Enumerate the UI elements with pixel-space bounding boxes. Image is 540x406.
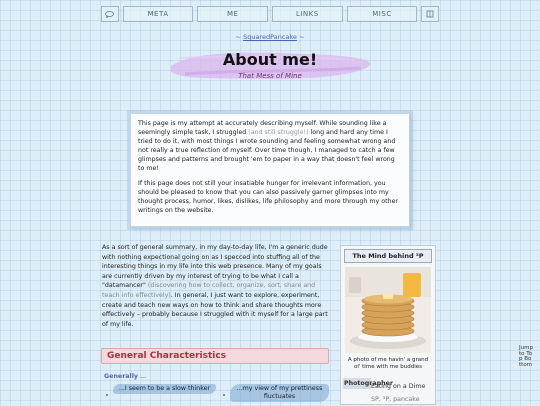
generally-label-dots: ...: [140, 373, 147, 380]
intro-box: [130, 113, 410, 227]
sidebar-header: The Mind behind ³P: [344, 249, 432, 263]
bullet-icon: [223, 394, 225, 396]
photographer-label: Photographer: [344, 380, 393, 387]
intro-text: This page is my attempt at accurately describing myself. While sounding like a seemingly simple task, I struggled: [138, 120, 387, 136]
breadcrumb: [0, 33, 540, 41]
jump-links[interactable]: Jump to Top Bottom: [519, 345, 533, 368]
characteristic-card: [104, 384, 216, 406]
top-nav: [101, 6, 439, 22]
summary-text: As a sort of general summary, in my day-to-day life, I'm a generic dude with nothing expectional going on as I specced into stuffing all of the interesting things in my life into this web presence. Many of my goals are currently driven by my interest of trying to be what I call a "datamancer": [102, 244, 328, 290]
page-subtitle: That Mess of Mine: [238, 72, 302, 80]
book-icon[interactable]: [421, 6, 439, 22]
intro-paragraph-2: If this page does not still your insatiable hunger for irrelevant information, you should be pleased to know that you can also passively garner glimpses into my thought process, humor, likes, dislikes, life philosophy and more through my other writings on the website.: [138, 180, 399, 214]
tab-me[interactable]: ME: [197, 6, 268, 22]
tab-meta[interactable]: META: [123, 6, 194, 22]
characteristic-text: ...I seem to be a slow thinker: [113, 384, 216, 394]
chat-bubble-icon[interactable]: [101, 6, 119, 22]
tab-links[interactable]: LINKS: [272, 6, 343, 22]
photo-caption: A photo of me havin' a grand ol' time with me buddies: [347, 357, 429, 370]
summary-aside: (discovering how to collect, organize, sort, share and teach info effectively): [102, 282, 316, 299]
summary-text-continued: . In general, I just want to explore, experiment, create and teach new ways on how to think and share thoughts more effectively – probably because I struggled with it myself for a large part of my life.: [102, 291, 328, 328]
intro-aside: (and still struggle!): [248, 129, 309, 136]
characteristic-text: ...my view of my prettiness fluctuates: [230, 384, 329, 402]
profile-sidebar: [340, 245, 436, 405]
summary-paragraph: [102, 243, 330, 329]
characteristic-card: [221, 384, 329, 406]
bullet-icon: [106, 394, 108, 396]
page-title: About me!: [222, 50, 318, 69]
section-heading-general: General Characteristics: [101, 348, 329, 364]
breadcrumb-prefix: ~: [235, 33, 241, 41]
intro-paragraph-1: [138, 119, 402, 173]
breadcrumb-suffix: ~: [298, 33, 305, 41]
tab-misc[interactable]: MISC: [347, 6, 418, 22]
photographer-secondary-value: SP, ³P, pancake: [371, 396, 420, 403]
photographer-value[interactable]: Eating on a Dime: [371, 383, 426, 390]
breadcrumb-link[interactable]: SquaredPancake: [243, 33, 297, 41]
intro-text-continued: long and hard any time I tried to do it, with most things I wrote sounding and feeling somewhat wrong and not really a true reflection of myself. Over time though, I managed to catch a few glimpses and patterns and brought 'em to paper in a way that doesn't feel wrong to me!: [138, 129, 396, 172]
generally-label-text: Generally: [104, 373, 138, 380]
pancake-stack-photo: [345, 267, 431, 353]
generally-label: [104, 373, 146, 380]
